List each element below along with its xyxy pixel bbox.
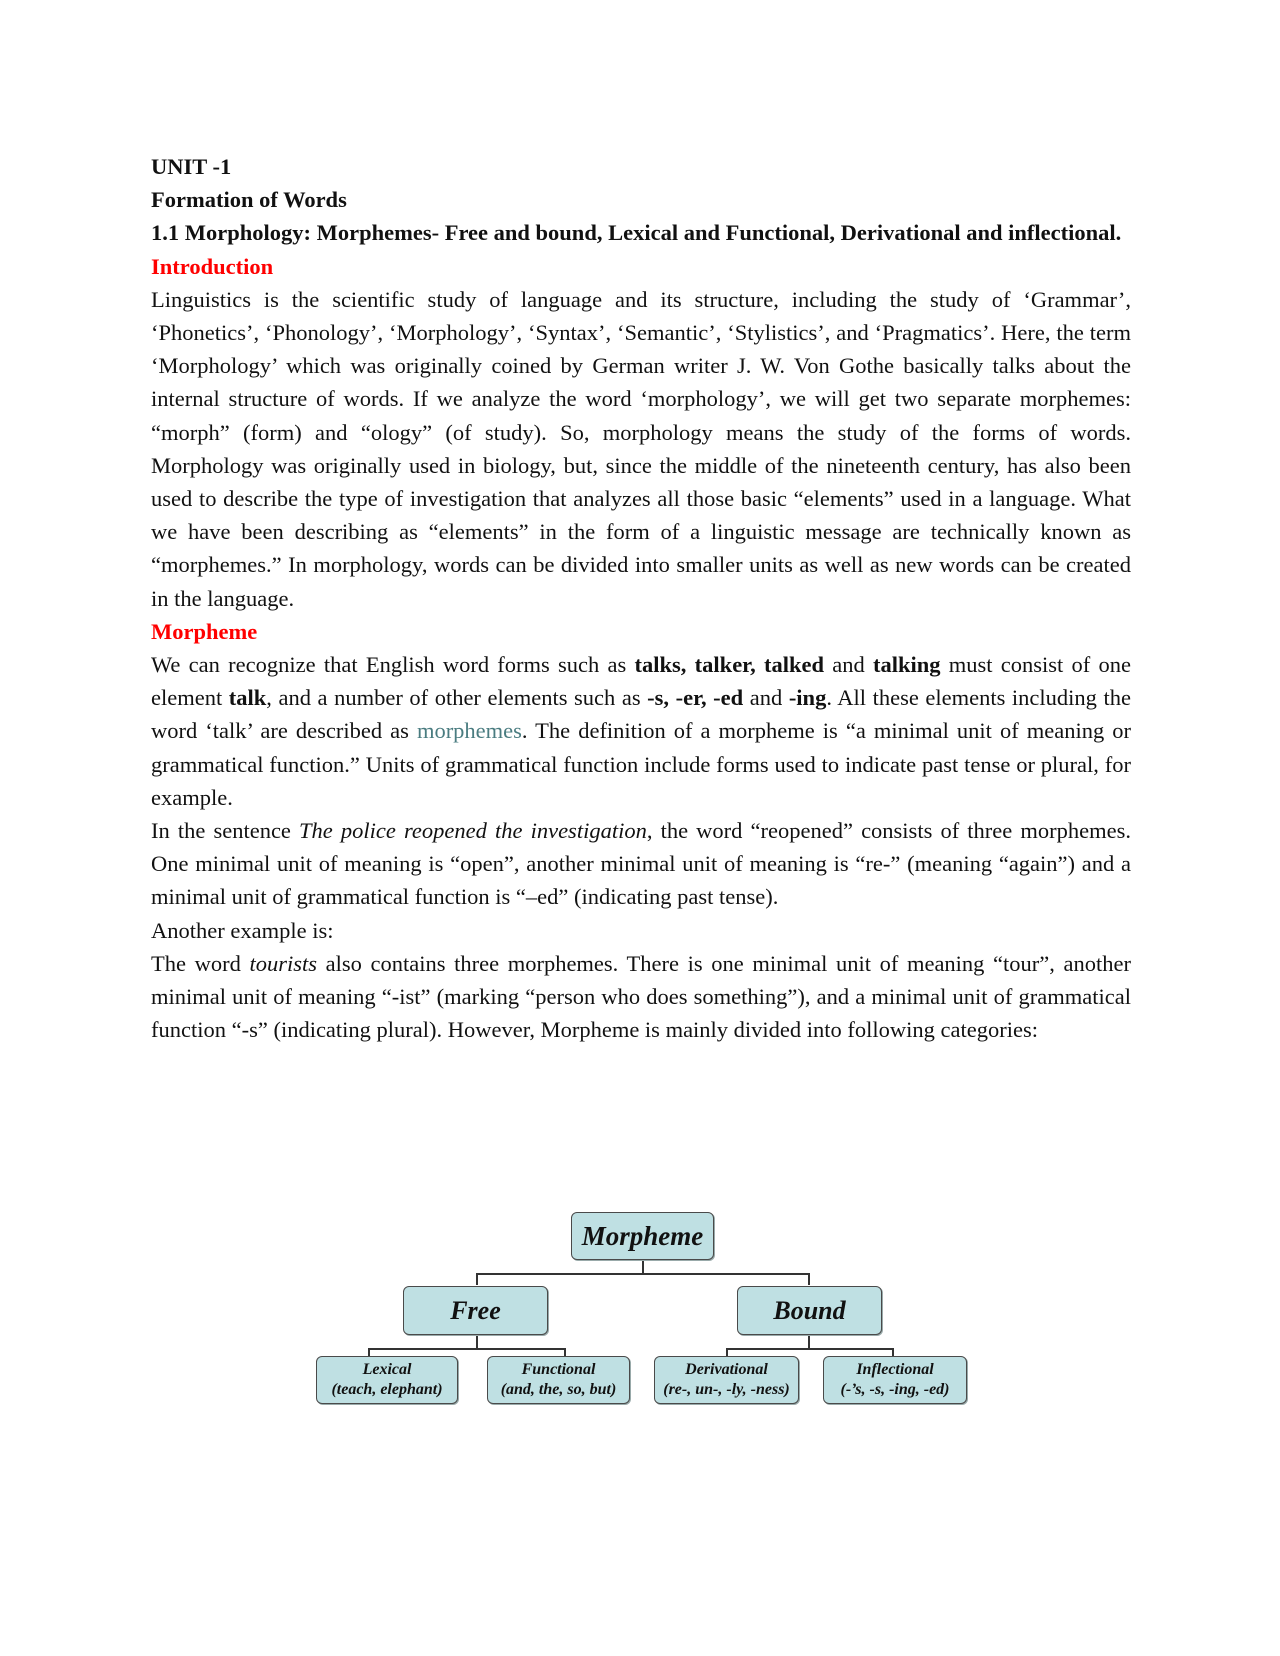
node-morpheme: Morpheme — [571, 1212, 714, 1260]
chapter-title: Formation of Words — [151, 187, 347, 213]
node-free: Free — [403, 1286, 548, 1335]
morpheme-paragraph-2: In the sentence The police reopened the investigation, the word “reopened” consists of three morphemes. One minimal unit of meaning is “open”, another minimal unit of meaning is “re-” (meaning “again”) and a minimal unit of grammatical function is “–ed” (indicating past tense). — [151, 818, 1131, 910]
morpheme-heading: Morpheme — [151, 618, 258, 644]
morpheme-paragraph-4: The word tourists also contains three morphemes. There is one minimal unit of meaning “tour”, another minimal unit of meaning “-ist” (marking “person who does something”), and a minimal unit of grammatical function “-s” (indicating plural). However, Morpheme is mainly divided into following categories: — [151, 950, 1131, 1043]
section-title: 1.1 Morphology: Morphemes- Free and bound, Lexical and Functional, Derivational and inflectional. — [151, 220, 1122, 246]
connector — [476, 1273, 810, 1275]
node-inflectional: Inflectional (-’s, -s, -ing, -ed) — [823, 1356, 967, 1404]
node-lexical: Lexical (teach, elephant) — [316, 1356, 458, 1404]
connector — [808, 1273, 810, 1285]
introduction-heading: Introduction — [151, 253, 274, 279]
document-page — [151, 150, 1131, 1046]
introduction-paragraph: Linguistics is the scientific study of language and its structure, including the study of ‘Grammar’, ‘Phonetics’, ‘Phonology’, ‘Morphology’, ‘Syntax’, ‘Semantic’, ‘Stylistics’, and ‘Pragmatics’. Here, the term ‘Morphology’ which was originally coined by German writer J. W. Von Gothe basically talks about the internal structure of words. If we analyze the word ‘morphology’, we will get two separate morphemes: “morph” (form) and “ology” (of study). So, morphology means the study of the forms of words. Morphology was originally used in biology, but, since the middle of the nineteenth century, has also been used to describe the type of investigation that analyzes all those basic “elements” used in a language. What we have been describing as “elements” in the form of a linguistic message are technically known as “morphemes.” In morphology, words can be divided into smaller units as well as new words can be created in the language. — [151, 286, 1131, 611]
morpheme-paragraph-1: We can recognize that English word forms such as talks, talker, talked and talking must consist of one element talk, and a number of other elements such as -s, -er, -ed and -ing. All these elements including the word ‘talk’ are described as morphemes. The definition of a morpheme is “a minimal unit of meaning or grammatical function.” Units of grammatical function include forms used to indicate past tense or plural, for example. — [151, 652, 1132, 810]
node-functional: Functional (and, the, so, but) — [487, 1356, 630, 1404]
connector — [476, 1335, 478, 1349]
node-bound: Bound — [737, 1286, 882, 1335]
morpheme-paragraph-3: Another example is: — [151, 917, 334, 943]
connector — [808, 1335, 810, 1349]
node-derivational: Derivational (re-, un-, -ly, -ness) — [654, 1356, 799, 1404]
unit-label: UNIT -1 — [151, 154, 232, 179]
connector — [726, 1348, 894, 1350]
connector — [476, 1273, 478, 1285]
morphemes-link[interactable]: morphemes — [416, 718, 522, 744]
connector — [368, 1348, 566, 1350]
connector — [642, 1260, 644, 1274]
